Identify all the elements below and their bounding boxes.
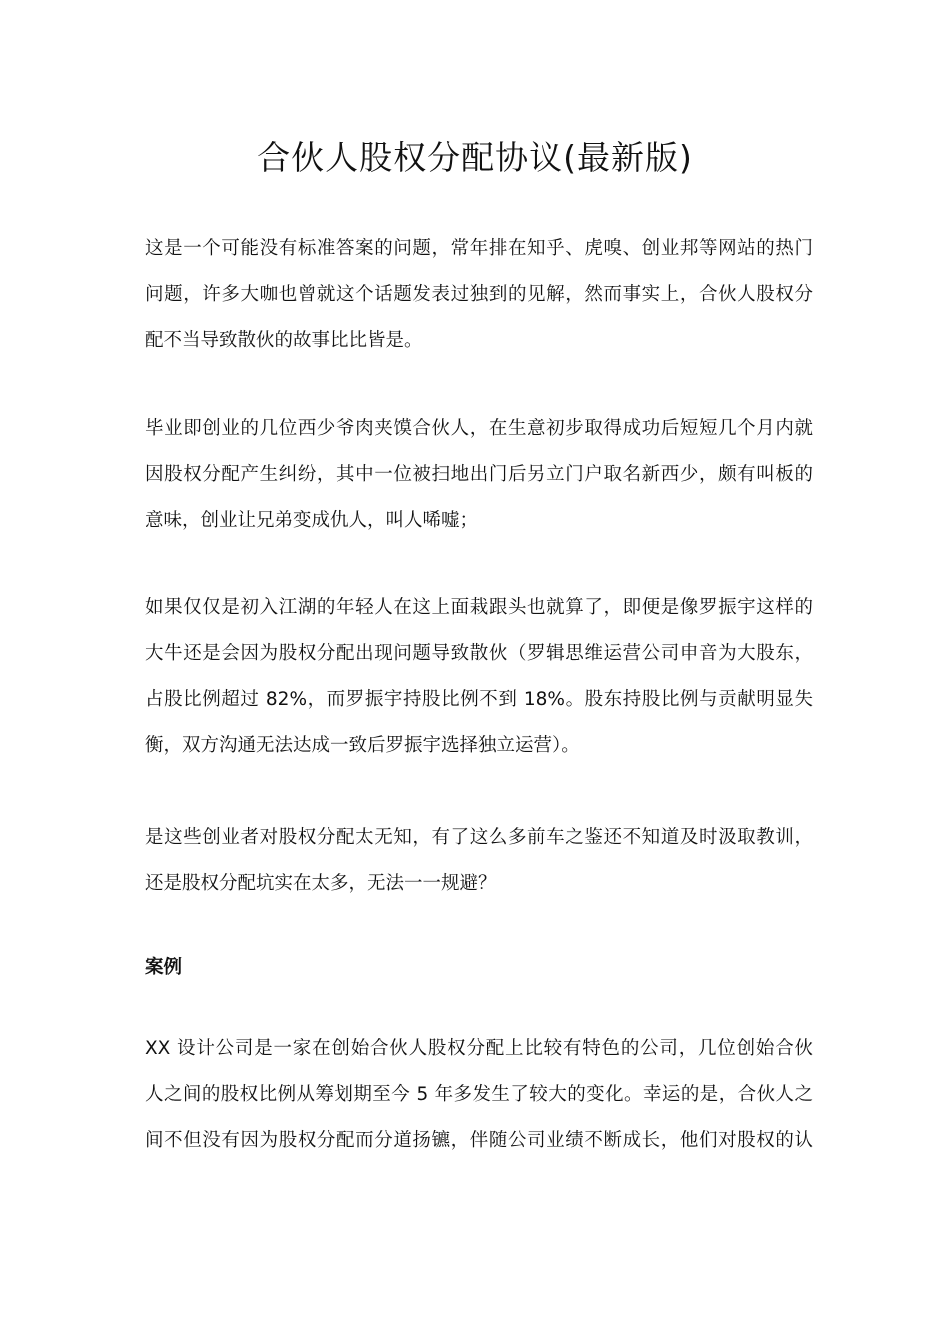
paragraph-line: 如果仅仅是初入江湖的年轻人在这上面栽跟头也就算了，即便是像罗振宇这样的 bbox=[145, 597, 813, 618]
section-heading: 案例 bbox=[145, 957, 183, 978]
paragraph-2 bbox=[145, 406, 813, 544]
paragraph-line: 问题，许多大咖也曾就这个话题发表过独到的见解，然而事实上，合伙人股权分 bbox=[145, 284, 813, 305]
paragraph-line: 间不但没有因为股权分配而分道扬镳，伴随公司业绩不断成长，他们对股权的认 bbox=[145, 1130, 813, 1151]
paragraph-line: 这是一个可能没有标准答案的问题，常年排在知乎、虎嗅、创业邦等网站的热门 bbox=[145, 238, 813, 259]
paragraph-line: 占股比例超过 82%，而罗振宇持股比例不到 18%。股东持股比例与贡献明显失 bbox=[145, 689, 813, 710]
document-title: 合伙人股权分配协议(最新版) bbox=[257, 138, 693, 177]
paragraph-line: 大牛还是会因为股权分配出现问题导致散伙（罗辑思维运营公司申音为大股东， bbox=[145, 643, 813, 664]
paragraph-line: 因股权分配产生纠纷，其中一位被扫地出门后另立门户取名新西少，颇有叫板的 bbox=[145, 464, 813, 485]
paragraph-3 bbox=[145, 585, 813, 769]
paragraph-line: 配不当导致散伙的故事比比皆是。 bbox=[145, 330, 423, 351]
paragraph-line: 衡，双方沟通无法达成一致后罗振宇选择独立运营）。 bbox=[145, 735, 580, 756]
paragraph-4 bbox=[145, 815, 813, 907]
paragraph-line: 是这些创业者对股权分配太无知，有了这么多前车之鉴还不知道及时汲取教训， bbox=[145, 827, 813, 848]
case-paragraph bbox=[145, 1026, 813, 1164]
paragraph-line: 毕业即创业的几位西少爷肉夹馍合伙人，在生意初步取得成功后短短几个月内就 bbox=[145, 418, 813, 439]
paragraph-line: 还是股权分配坑实在太多，无法一一规避？ bbox=[145, 873, 497, 894]
paragraph-line: 人之间的股权比例从筹划期至今 5 年多发生了较大的变化。幸运的是，合伙人之 bbox=[145, 1084, 813, 1105]
paragraph-1 bbox=[145, 226, 813, 364]
paragraph-line: 意味，创业让兄弟变成仇人，叫人唏嘘； bbox=[145, 510, 479, 531]
paragraph-line: XX 设计公司是一家在创始合伙人股权分配上比较有特色的公司，几位创始合伙 bbox=[145, 1038, 813, 1059]
